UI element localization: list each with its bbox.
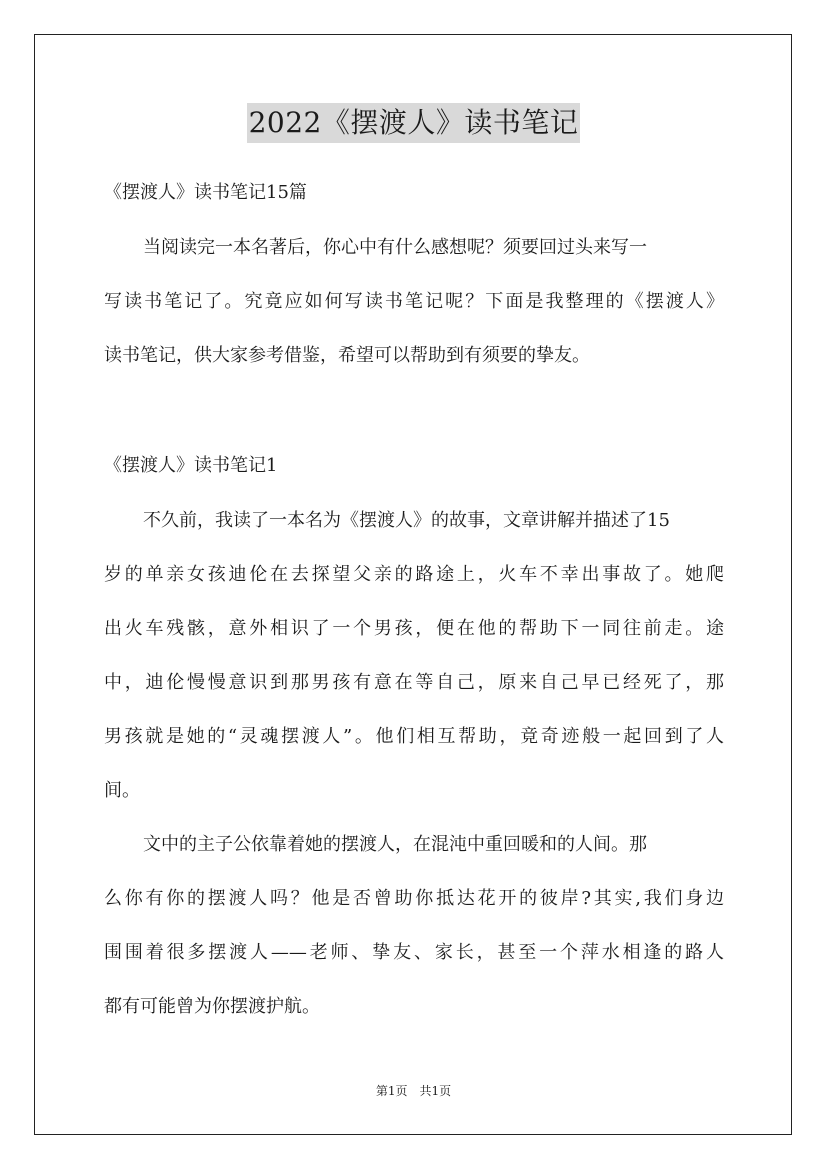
document-title: 2022《摆渡人》读书笔记	[247, 103, 581, 143]
paragraph-line: 不久前，我读了一本名为《摆渡人》的故事，文章讲解并描述了15	[143, 510, 670, 531]
page-footer: 第1页 共1页	[375, 1084, 452, 1098]
paragraph-line: 文中的主子公依靠着她的摆渡人，在混沌中重回暖和的人间。那	[143, 834, 647, 855]
paragraph-line: 出火车残骸，意外相识了一个男孩，便在他的帮助下一同往前走。途	[104, 618, 724, 639]
paragraph-line: 么你有你的摆渡人吗？他是否曾助你抵达花开的彼岸?其实,我们身边	[104, 888, 724, 909]
paragraph-line: 都有可能曾为你摆渡护航。	[104, 996, 320, 1017]
title-container	[0, 103, 827, 143]
paragraph-line: 岁的单亲女孩迪伦在去探望父亲的路途上，火车不幸出事故了。她爬	[104, 564, 724, 585]
paragraph-line: 围围着很多摆渡人——老师、挚友、家长，甚至一个萍水相逢的路人	[104, 942, 724, 963]
document-subtitle: 《摆渡人》读书笔记15篇	[104, 182, 307, 203]
paragraph-line: 中，迪伦慢慢意识到那男孩有意在等自己，原来自己早已经死了，那	[104, 672, 724, 693]
paragraph-line: 间。	[104, 780, 140, 801]
intro-line: 当阅读完一本名著后，你心中有什么感想呢？须要回过头来写一	[143, 237, 647, 258]
intro-line: 写读书笔记了。究竟应如何写读书笔记呢？下面是我整理的《摆渡人》	[104, 291, 724, 312]
section-heading: 《摆渡人》读书笔记1	[104, 455, 278, 476]
intro-line: 读书笔记，供大家参考借鉴，希望可以帮助到有须要的挚友。	[104, 345, 590, 366]
paragraph-line: 男孩就是她的“灵魂摆渡人”。他们相互帮助，竟奇迹般一起回到了人	[104, 726, 724, 747]
